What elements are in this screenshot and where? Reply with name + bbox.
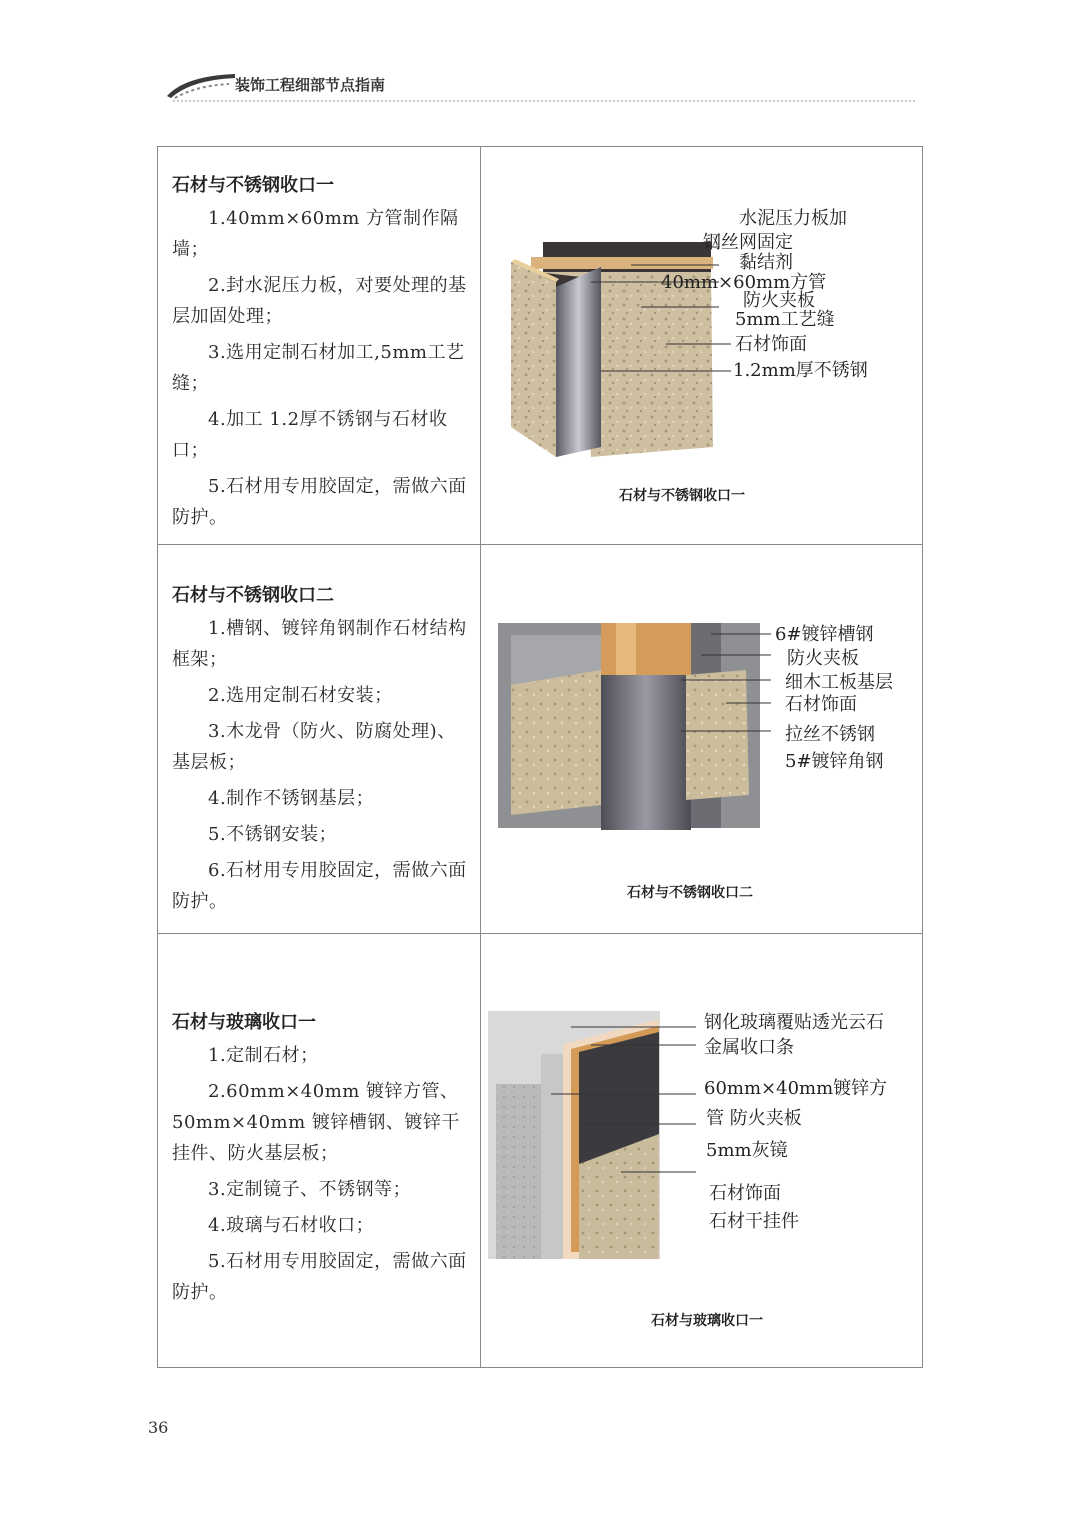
- section-text: [172, 1008, 470, 1313]
- header-title: 装饰工程细部节点指南: [235, 76, 386, 94]
- step-text: 1.槽钢、镀锌角钢制作石材结构框架；: [172, 618, 467, 670]
- table-row: [158, 147, 922, 545]
- step-text: 6.石材用专用胶固定，需做六面防护。: [172, 860, 467, 912]
- step-text: 5.不锈钢安装；: [208, 824, 338, 845]
- table-row: [158, 934, 922, 1369]
- callout-label: 防火夹板: [743, 290, 815, 311]
- callout-label: 细木工板基层: [785, 672, 893, 693]
- step-text: 5.石材用专用胶固定，需做六面防护。: [172, 476, 467, 528]
- callout-label: 拉丝不锈钢: [785, 724, 875, 745]
- section-text: [172, 171, 470, 538]
- header-divider: [173, 100, 915, 102]
- callout-label: 60mm×40mm镀锌方: [704, 1078, 888, 1099]
- step-text: 4.玻璃与石材收口；: [208, 1215, 375, 1236]
- callout-label: 5#镀锌角钢: [785, 751, 884, 772]
- figure-caption: 石材与不锈钢收口一: [619, 488, 745, 504]
- stone-glass-joint-diagram: [481, 934, 924, 1369]
- step-text: 2.封水泥压力板，对要处理的基层加固处理；: [172, 275, 467, 327]
- section-illustration: [481, 934, 924, 1369]
- callout-label: 管 防火夹板: [706, 1108, 802, 1129]
- callout-label: 石材饰面: [709, 1183, 781, 1204]
- callout-label: 石材干挂件: [709, 1211, 799, 1232]
- step-text: 3.选用定制石材加工,5mm工艺缝；: [172, 342, 465, 394]
- section-title: 石材与不锈钢收口一: [172, 175, 334, 196]
- callout-label: 防火夹板: [787, 648, 859, 669]
- section-illustration: [481, 147, 924, 545]
- callout-label: 5mm工艺缝: [735, 309, 835, 330]
- step-text: 5.石材用专用胶固定，需做六面防护。: [172, 1251, 467, 1303]
- callout-label: 石材饰面: [735, 334, 807, 355]
- section-text: [172, 581, 470, 922]
- page-number: 36: [148, 1418, 169, 1437]
- page-header: [165, 60, 915, 108]
- callout-label: 1.2mm厚不锈钢: [733, 360, 868, 381]
- step-text: 4.制作不锈钢基层；: [208, 788, 375, 809]
- section-title: 石材与不锈钢收口二: [172, 585, 334, 606]
- step-text: 2.选用定制石材安装；: [208, 685, 393, 706]
- step-text: 4.加工 1.2厚不锈钢与石材收口；: [172, 409, 448, 461]
- figure-caption: 石材与玻璃收口一: [651, 1313, 763, 1329]
- table-row: [158, 545, 922, 934]
- callout-label: 金属收口条: [704, 1037, 794, 1058]
- section-illustration: [481, 545, 924, 934]
- step-text: 1.40mm×60mm 方管制作隔墙；: [172, 208, 459, 260]
- callout-label: 钢丝网固定: [703, 232, 793, 253]
- step-text: 1.定制石材；: [208, 1045, 319, 1066]
- content-table: [157, 146, 923, 1368]
- step-text: 2.60mm×40mm 镀锌方管、50mm×40mm 镀锌槽钢、镀锌干挂件、防火基层板；: [172, 1081, 460, 1164]
- callout-label: 水泥压力板加: [739, 208, 847, 229]
- callout-label: 6#镀锌槽钢: [775, 624, 874, 645]
- callout-label: 40mm×60mm方管: [661, 272, 827, 293]
- callout-label: 石材饰面: [785, 694, 857, 715]
- callout-label: 钢化玻璃覆贴透光云石: [704, 1012, 884, 1033]
- step-text: 3.定制镜子、不锈钢等；: [208, 1179, 412, 1200]
- callout-label: 5mm灰镜: [706, 1140, 788, 1161]
- step-text: 3.木龙骨（防火、防腐处理)、基层板；: [172, 721, 456, 773]
- figure-caption: 石材与不锈钢收口二: [627, 885, 753, 901]
- callout-label: 黏结剂: [739, 252, 793, 273]
- header-swoosh-logo: [165, 70, 237, 100]
- section-title: 石材与玻璃收口一: [172, 1012, 316, 1033]
